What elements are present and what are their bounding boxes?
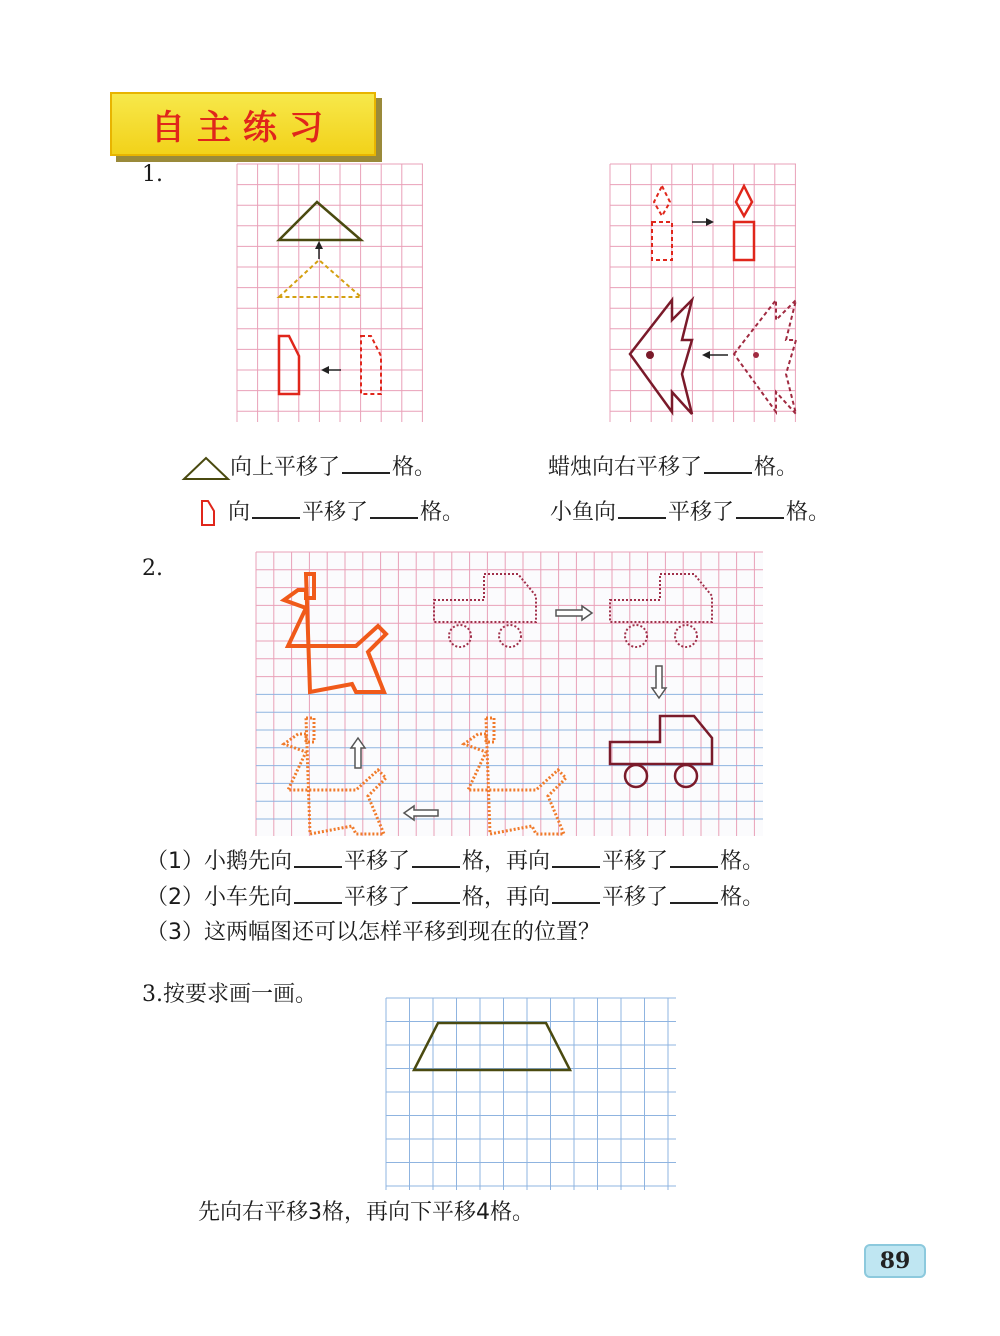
sub-text-c: 格，再向 (462, 885, 551, 910)
q1-line-2-right (550, 497, 830, 528)
answer-blank[interactable] (670, 846, 718, 868)
sub-text-d: 平移了 (602, 885, 669, 910)
q1-line-1 (182, 452, 436, 483)
answer-blank[interactable] (294, 846, 342, 868)
answer-blank[interactable] (618, 497, 666, 519)
q1-line1-right-end: 格。 (754, 455, 799, 480)
triangle-solid (279, 202, 361, 240)
q1-line2-left-a: 向 (228, 500, 251, 525)
sub-text-e: 格。 (720, 885, 765, 910)
q1-line1-left-text: 向上平移了 (230, 455, 341, 480)
q1-left-grid-figure (237, 164, 423, 422)
answer-blank[interactable] (294, 882, 342, 904)
sub-text-b: 平移了 (344, 885, 411, 910)
section-title-box (110, 92, 376, 156)
q1-line2-right-b: 平移了 (668, 500, 735, 525)
answer-blank[interactable] (736, 497, 784, 519)
fish-dashed (734, 300, 796, 414)
question-1-number: 1. (142, 162, 163, 187)
q3-grid-figure (386, 998, 676, 1190)
q1-line-2 (198, 497, 464, 528)
question-2-number: 2. (142, 556, 163, 581)
question-3-number: 3. (142, 982, 163, 1007)
sub-text: 这两幅图还可以怎样平移到现在的位置？ (204, 920, 601, 945)
answer-blank[interactable] (552, 846, 600, 868)
answer-blank[interactable] (370, 497, 418, 519)
answer-blank[interactable] (670, 882, 718, 904)
trapezoid (414, 1023, 570, 1070)
sub-number: （3） (146, 920, 204, 945)
q1-line2-right-end: 格。 (786, 500, 831, 525)
candle-body-solid (734, 222, 754, 260)
page-number: 89 (864, 1244, 926, 1278)
q1-right-grid-figure (610, 164, 796, 422)
section-title: 自主练习 (151, 107, 335, 148)
answer-blank[interactable] (412, 846, 460, 868)
candle-flame-dashed (654, 186, 670, 216)
sub-text-c: 格，再向 (462, 849, 551, 874)
sub-text-a: 小鹅先向 (204, 849, 293, 874)
q1-line1-right-text: 蜡烛向右平移了 (548, 455, 703, 480)
answer-blank[interactable] (552, 882, 600, 904)
red-shape-solid (279, 336, 299, 394)
q1-line-1-right (548, 452, 798, 483)
q1-line1-left-end: 格。 (392, 455, 437, 480)
fish-solid (630, 300, 692, 414)
triangle-icon (182, 455, 230, 481)
candle-flame-solid (736, 186, 752, 216)
triangle-dashed (279, 260, 361, 297)
sub-number: （2） (146, 885, 204, 910)
q1-line2-right-a: 小鱼向 (550, 500, 617, 525)
q2-grid-figure (256, 552, 763, 836)
sub-text-d: 平移了 (602, 849, 669, 874)
q2-sub-1 (146, 846, 764, 877)
answer-blank[interactable] (704, 452, 752, 474)
q3-prompt-line (142, 980, 317, 1010)
red-shape-dashed (361, 336, 381, 394)
q1-line2-left-b: 平移了 (302, 500, 369, 525)
answer-blank[interactable] (252, 497, 300, 519)
candle-body-dashed (652, 222, 672, 260)
sub-text-b: 平移了 (344, 849, 411, 874)
q2-sub-2 (146, 882, 764, 913)
q1-line2-left-end: 格。 (420, 500, 465, 525)
q3-prompt: 按要求画一画。 (163, 982, 318, 1007)
sub-text-a: 小车先向 (204, 885, 293, 910)
sub-text-e: 格。 (720, 849, 765, 874)
answer-blank[interactable] (412, 882, 460, 904)
q3-instruction: 先向右平移3格，再向下平移4格。 (198, 1200, 534, 1225)
q2-sub-3 (146, 918, 600, 948)
answer-blank[interactable] (342, 452, 390, 474)
red-shape-icon (198, 499, 218, 527)
sub-number: （1） (146, 849, 204, 874)
